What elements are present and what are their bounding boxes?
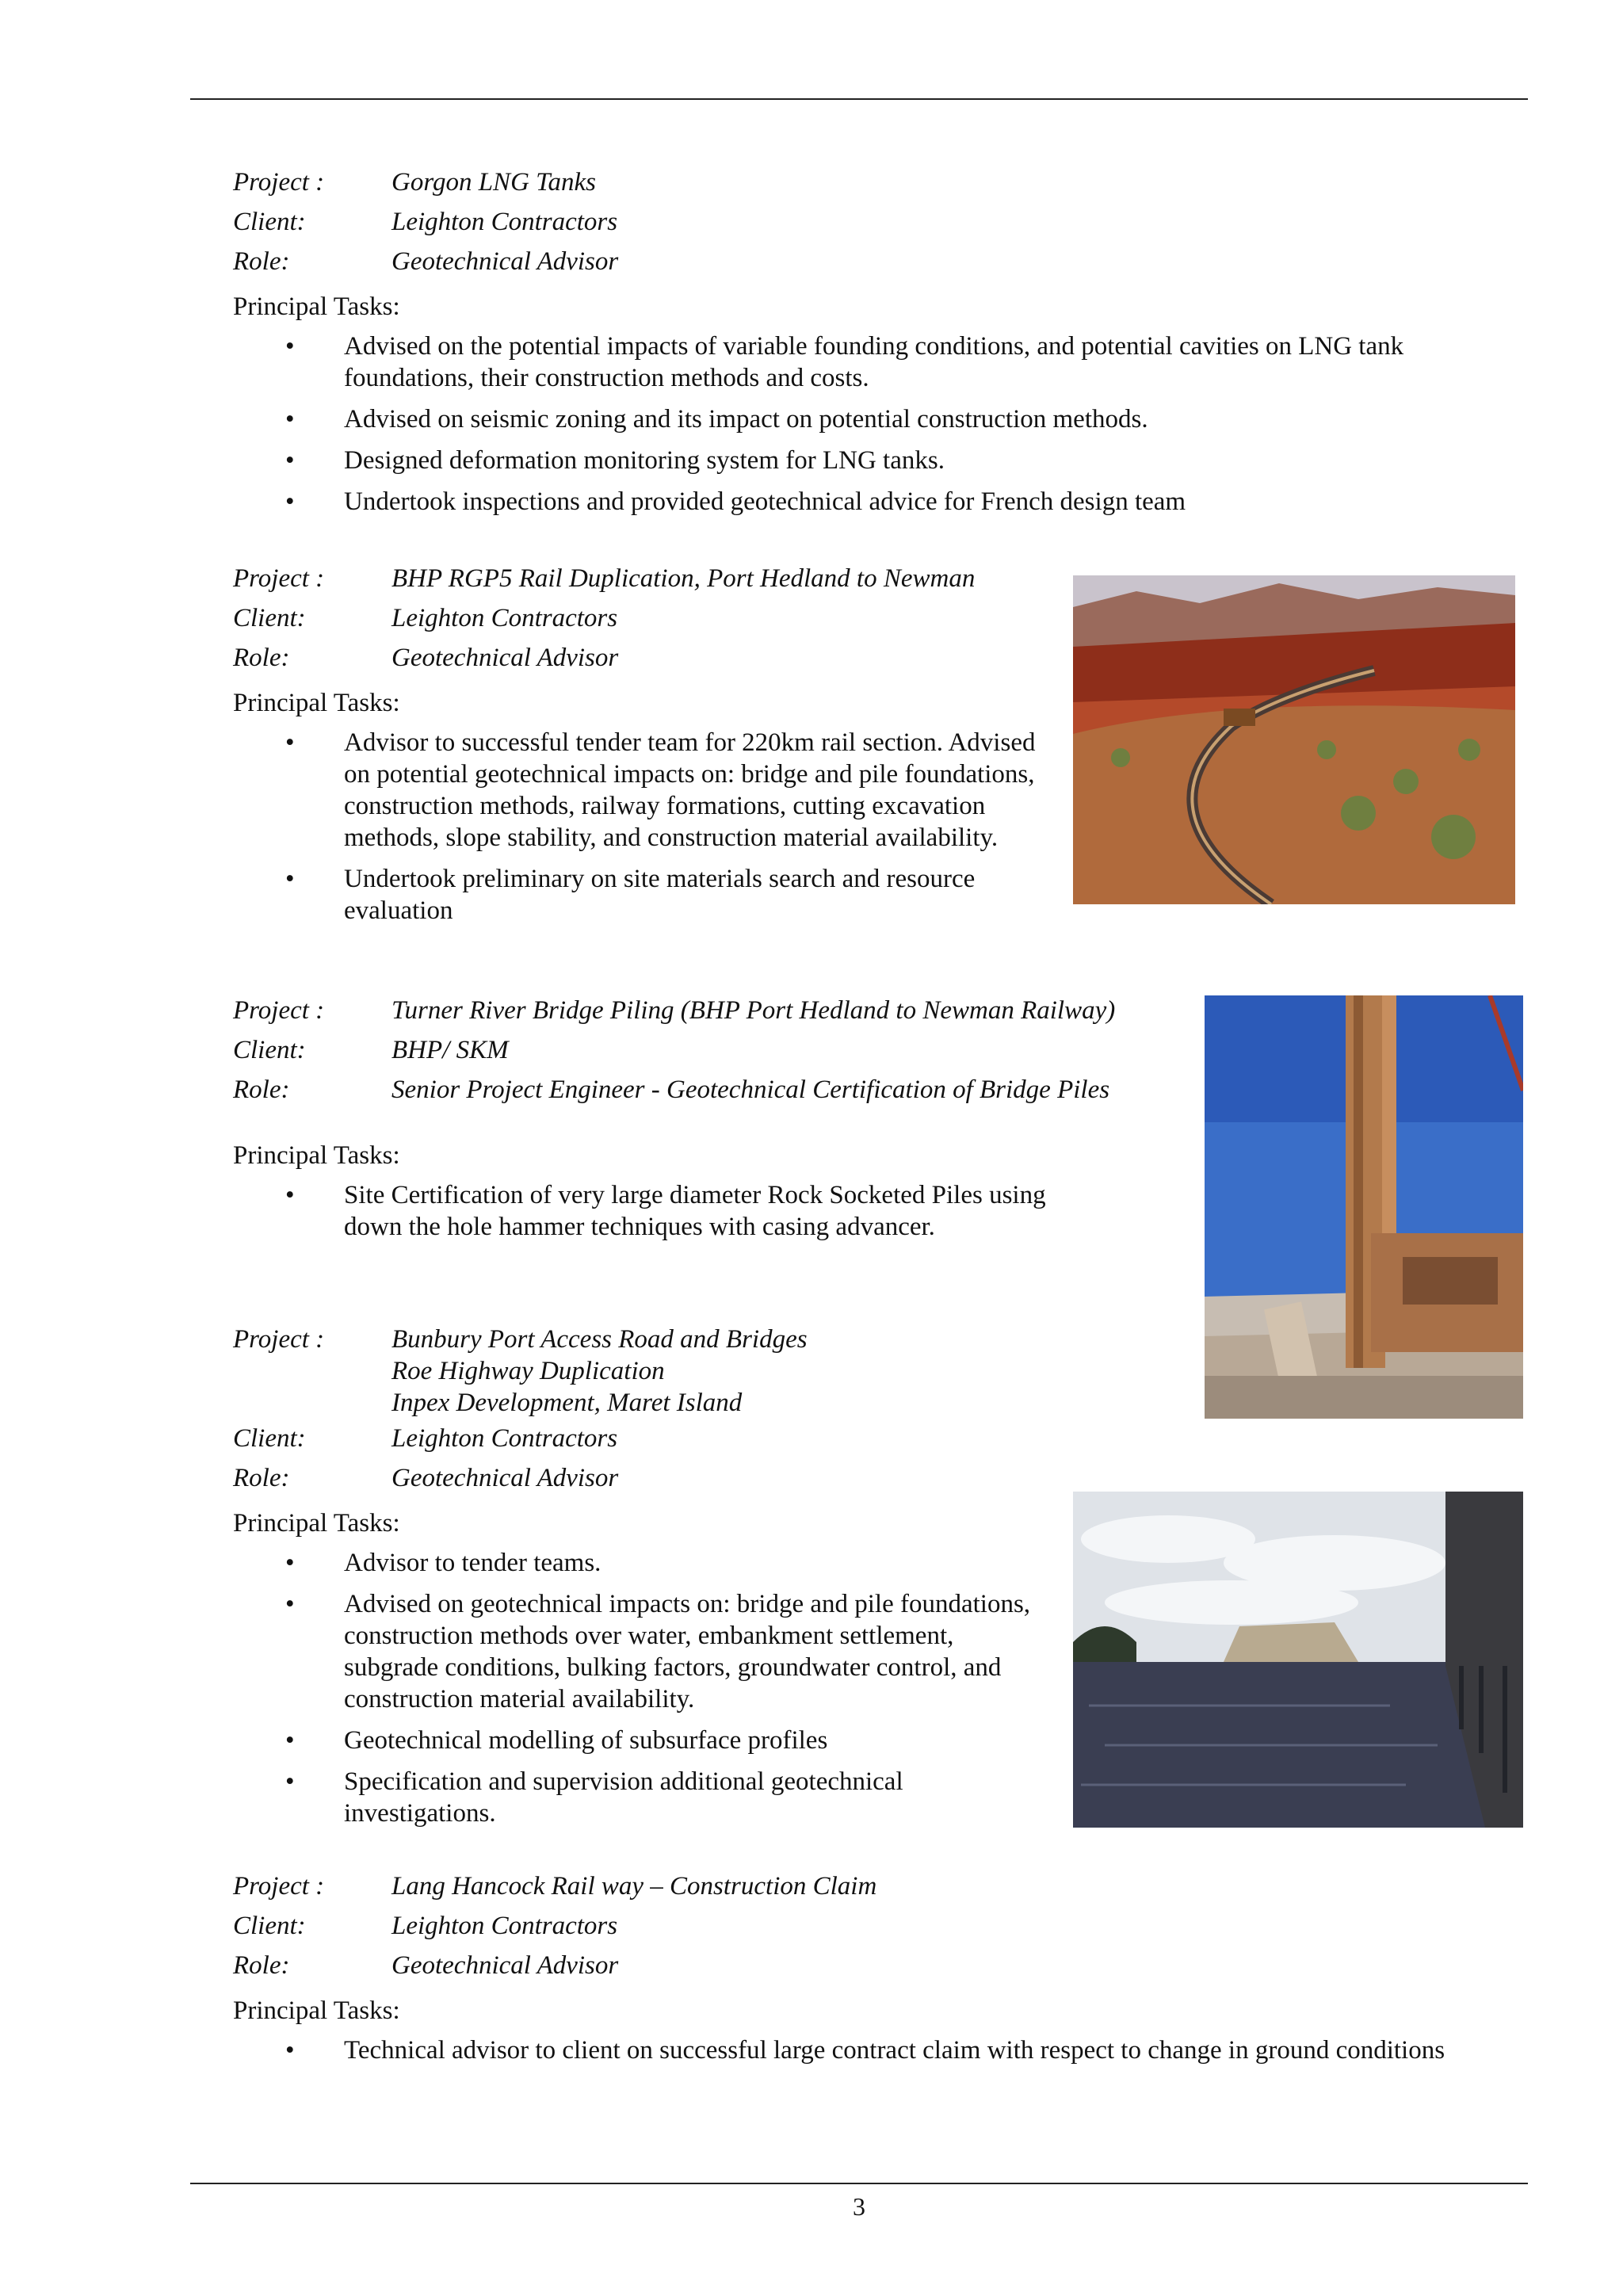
project-name: Lang Hancock Rail way – Construction Claim (391, 1872, 877, 1901)
client-label: Client: (233, 208, 306, 236)
bullet-icon: • (285, 865, 295, 893)
role-label: Role: (233, 1075, 290, 1104)
bullet-icon: • (285, 446, 295, 475)
project-field (233, 1320, 1041, 1419)
principal-tasks-heading: Principal Tasks: (233, 292, 400, 321)
list-item: • Advised on geotechnical impacts on: bridge and pile foundations, construction methods over water, embankment settlement, subgrade conditions, bulking factors, groundwater control, and construction material availability. (285, 1590, 1031, 1713)
role-label: Role: (233, 644, 290, 672)
client-label: Client: (233, 1424, 306, 1453)
client-field (233, 202, 1533, 242)
project-name: Roe Highway Duplication (391, 1357, 665, 1385)
project-label: Project : (233, 996, 325, 1025)
list-item: • Site Certification of very large diameter Rock Socketed Piles using down the hole hammer techniques with casing advancer. (285, 1181, 1046, 1241)
list-item: • Geotechnical modelling of subsurface profiles (285, 1726, 828, 1755)
bullet-icon: • (285, 1726, 295, 1755)
project-label: Project : (233, 564, 325, 593)
list-item: • Designed deformation monitoring system for LNG tanks. (285, 446, 945, 475)
bullet-icon: • (285, 1590, 295, 1618)
project-block-lang-hancock (233, 1866, 1541, 2076)
project-name: Bunbury Port Access Road and Bridges (391, 1325, 808, 1354)
role-field (233, 242, 1533, 281)
role-name: Geotechnical Advisor (391, 1951, 619, 1980)
list-item: • Advisor to successful tender team for 220km rail section. Advised on potential geotechnical impacts on: bridge and pile foundations, construction methods, railway formations, cutting excavation methods, slope stability, and construction material availability. (285, 728, 1036, 852)
bullet-icon: • (285, 1181, 295, 1209)
bullet-icon: • (285, 1767, 295, 1796)
list-item: • Advised on the potential impacts of variable founding conditions, and potential cavities on LNG tank foundations, their construction methods and costs. (285, 332, 1404, 392)
client-field (233, 1419, 1041, 1458)
task-list (233, 2034, 1541, 2066)
role-label: Role: (233, 1464, 290, 1492)
list-item: • Undertook preliminary on site materials search and resource evaluation (285, 865, 976, 925)
list-item: • Technical advisor to client on successful large contract claim with respect to change in ground conditions (285, 2036, 1445, 2065)
task-list (233, 1547, 1041, 1829)
bullet-icon: • (285, 2036, 295, 2065)
project-name: Turner River Bridge Piling (BHP Port Hedland to Newman Railway) (391, 996, 1116, 1025)
client-label: Client: (233, 1036, 306, 1064)
project-label: Project : (233, 1872, 325, 1901)
project-name: Inpex Development, Maret Island (391, 1389, 743, 1417)
role-field (233, 1458, 1041, 1498)
piling-rig-photo (1205, 995, 1523, 1419)
task-list (233, 330, 1533, 518)
principal-tasks-heading: Principal Tasks: (233, 1141, 400, 1170)
task-list (233, 1179, 1168, 1243)
list-item: • Undertook inspections and provided geotechnical advice for French design team (285, 487, 1186, 516)
bullet-icon: • (285, 332, 295, 361)
principal-tasks-heading: Principal Tasks: (233, 689, 400, 717)
list-item: • Advisor to tender teams. (285, 1549, 601, 1577)
project-block-bunbury (233, 1320, 1041, 1839)
principal-tasks-heading: Principal Tasks: (233, 1509, 400, 1538)
list-item: • Specification and supervision additional geotechnical investigations. (285, 1767, 903, 1828)
role-field (233, 1070, 1200, 1110)
bullet-icon: • (285, 728, 295, 757)
footer-rule (190, 2183, 1528, 2184)
project-name: BHP RGP5 Rail Duplication, Port Hedland to Newman (391, 564, 976, 593)
project-block-rgp5 (233, 559, 1041, 936)
client-label: Client: (233, 1912, 306, 1940)
project-label: Project : (233, 168, 325, 197)
client-label: Client: (233, 604, 306, 632)
project-name: Gorgon LNG Tanks (391, 168, 596, 197)
project-field (233, 991, 1200, 1030)
role-name: Senior Project Engineer - Geotechnical Certification of Bridge Piles (391, 1075, 1110, 1104)
project-field (233, 1866, 1541, 1906)
client-field (233, 598, 1041, 638)
role-field (233, 1946, 1541, 1985)
role-label: Role: (233, 1951, 290, 1980)
role-name: Geotechnical Advisor (391, 644, 619, 672)
project-block-gorgon (233, 162, 1533, 527)
task-list (233, 727, 1041, 926)
client-name: Leighton Contractors (391, 604, 618, 632)
project-field (233, 559, 1041, 598)
page-number: 3 (853, 2192, 865, 2221)
railway-photo (1073, 575, 1515, 904)
role-name: Geotechnical Advisor (391, 1464, 619, 1492)
role-name: Geotechnical Advisor (391, 247, 619, 276)
principal-tasks-heading: Principal Tasks: (233, 1996, 400, 2025)
list-item: • Advised on seismic zoning and its impact on potential construction methods. (285, 405, 1148, 434)
project-names (391, 1320, 1041, 1419)
client-name: BHP/ SKM (391, 1036, 509, 1064)
client-name: Leighton Contractors (391, 1424, 618, 1453)
bullet-icon: • (285, 487, 295, 516)
client-name: Leighton Contractors (391, 1912, 618, 1940)
project-label: Project : (233, 1325, 325, 1354)
project-block-turner-river (233, 991, 1200, 1252)
bridge-water-photo (1073, 1492, 1523, 1828)
role-label: Role: (233, 247, 290, 276)
bullet-icon: • (285, 405, 295, 434)
client-field (233, 1906, 1541, 1946)
project-field (233, 162, 1533, 202)
role-field (233, 638, 1041, 678)
header-rule (190, 98, 1528, 100)
bullet-icon: • (285, 1549, 295, 1577)
client-field (233, 1030, 1200, 1070)
client-name: Leighton Contractors (391, 208, 618, 236)
